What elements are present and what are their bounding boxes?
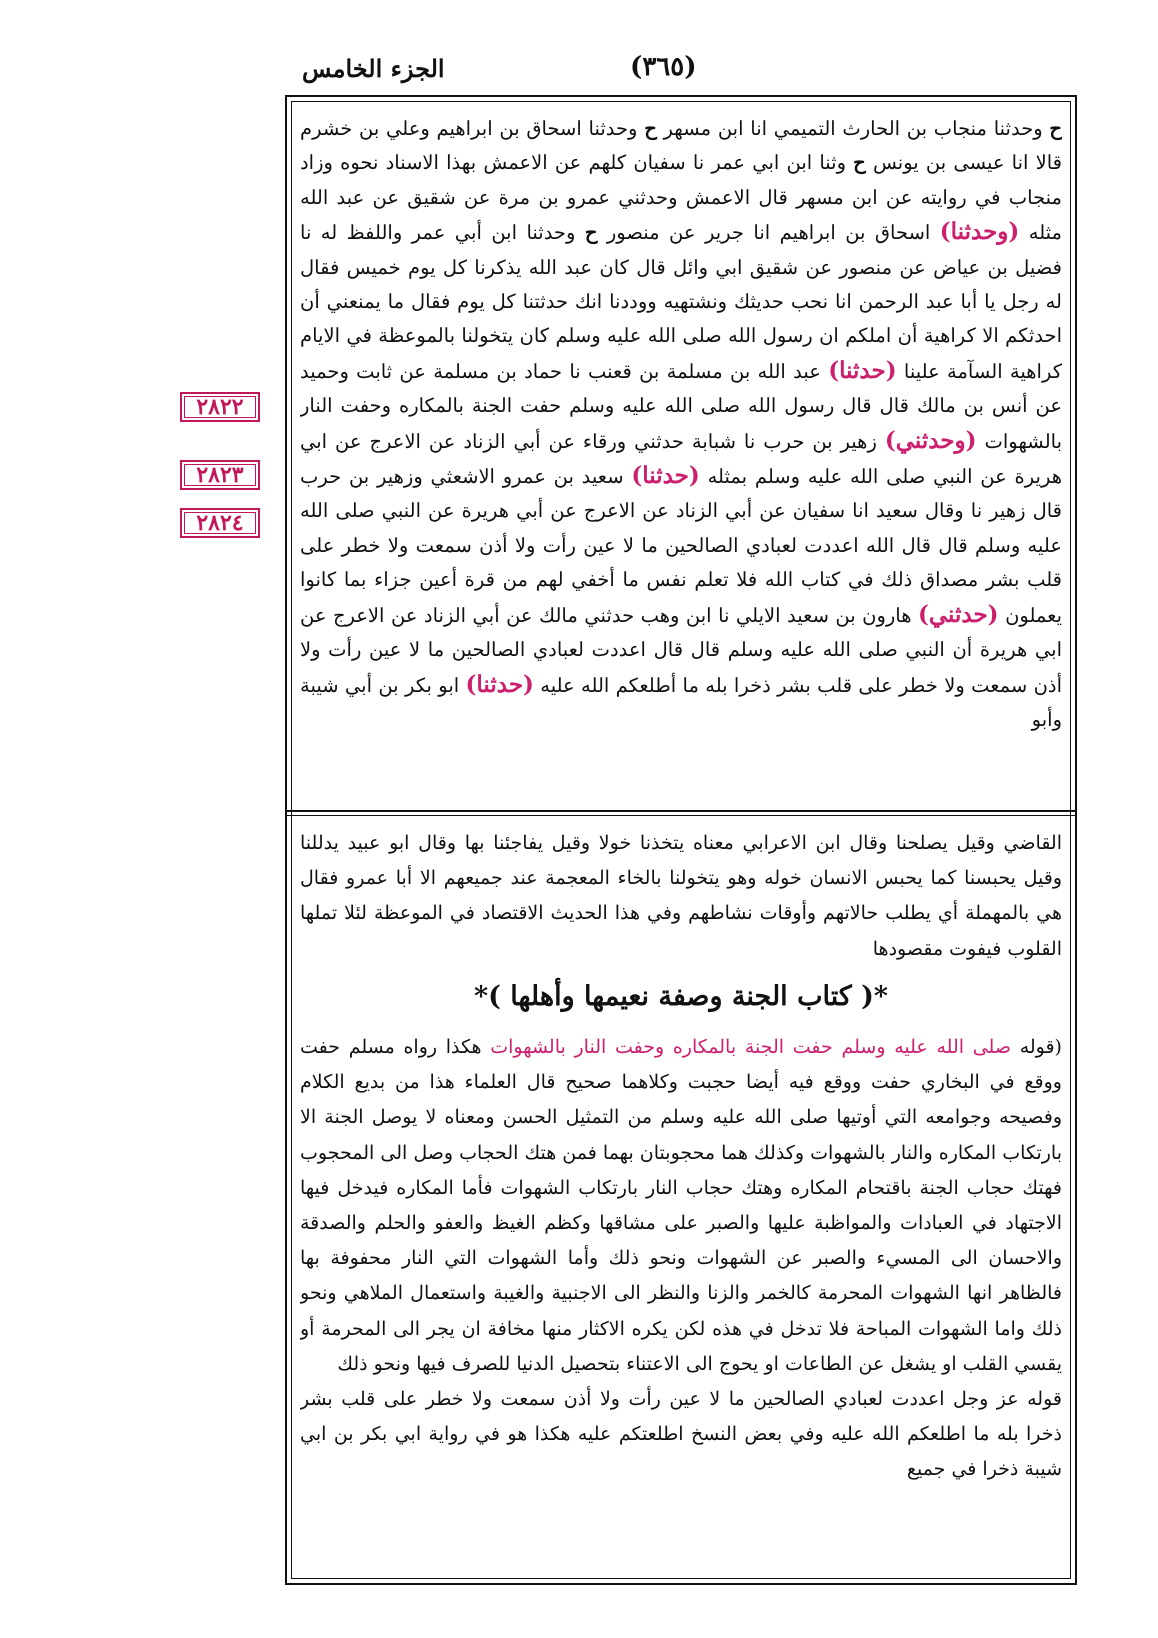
book-heading: *( كتاب الجنة وصفة نعيمها وأهلها )* bbox=[473, 980, 889, 1012]
hadith-text: زهير بن حرب نا شبابة حدثني ورقاء عن أبي الزناد عن الاعرج عن ابي هريرة عن النبي صلى الله عليه وسلم بمثله bbox=[300, 429, 1062, 489]
part-title: الجزء الخامس bbox=[302, 54, 445, 83]
commentary-text: هكذا رواه مسلم حفت ووقع في البخاري حفت ووقع فيه أيضا حجبت وكلاهما صحيح قال العلماء هذا من بديع الكلام وفصيحه وجوامعه التي أوتيها صلى الله عليه وسلم من التمثيل الحسن ومعناه لا يوصل الجنة الا بارتكاب المكاره والنار بالشهوات وكذلك هما محجوبتان بهما فمن هتك الحجاب وصل الى المحجوب فهتك حجاب الجنة باقتحام المكاره وهتك حجاب النار بارتكاب الشهوات فأما المكاره فيدخل فيها الاجتهاد في العبادات والمواظبة عليها والصبر على مشاقها وكظم الغيظ والعفو والحلم والصدقة والاحسان الى المسيء والصبر عن الشهوات ونحو ذلك وأما الشهوات التي النار محفوفة بها فالظاهر انها الشهوات المحرمة كالخمر والزنا والنظر الى الاجنبية والغيبة واستعمال الملاهي ونحو ذلك واما الشهوات المباحة فلا تدخل في هذه لكن يكره الاكثار منها مخافة ان يجر الى المحرمة أو يقسي القلب او يشغل عن الطاعات او يحوج الى الاعتناء بتحصيل الدنيا للصرف فيها ونحو ذلك bbox=[300, 1036, 1062, 1375]
tahwil-marker: ح bbox=[644, 117, 657, 140]
hadith-text: وحدثنا اسحاق بن ابراهيم وعلي بن خشرم قالا انا عيسى بن يونس bbox=[300, 117, 1062, 175]
tahdith-marker: (حدثنا) bbox=[631, 462, 700, 490]
tahdith-marker: (وحدثنا) bbox=[939, 218, 1020, 246]
tahwil-marker: ح bbox=[1049, 117, 1062, 140]
hadith-text: هارون بن سعيد الايلي نا ابن وهب حدثني مالك عن أبي الزناد عن الاعرج عن ابي هريرة أن النبي صلى الله عليه وسلم قال قال اعددت لعبادي الصالحين ما لا عين رأت ولا أذن سمعت ولا خطر على قلب بشر ذخرا بله ما أطلعكم الله عليه bbox=[300, 603, 1062, 697]
hadith-text: وثنا ابن ابي عمر نا سفيان كلهم عن الاعمش بهذا الاسناد نحوه وزاد منجاب في روايته عن ابن مسهر قال الاعمش وحدثني عمرو بن مرة عن شقيق عن عبد الله مثله bbox=[300, 151, 1062, 245]
hadith-paragraph bbox=[300, 112, 1062, 737]
hadith-text: سعيد بن عمرو الاشعثي وزهير بن حرب قال زهير نا وقال سعيد انا سفيان عن أبي الزناد عن الاعرج عن أبي هريرة عن النبي صلى الله عليه وسلم قال قال الله اعددت لعبادي الصالحين ما لا عين رأت ولا أذن سمعت ولا خطر على قلب بشر مصداق ذلك في كتاب الله فلا تعلم نفس ما أخفي لهم من قرة أعين جزاء بما كانوا يعملون bbox=[300, 465, 1062, 627]
hadith-number-2823: ٢٨٢٣ bbox=[180, 460, 260, 490]
tahwil-marker: ح bbox=[584, 221, 598, 245]
tahdith-marker: (حدثني) bbox=[918, 600, 999, 628]
commentary-paragraph bbox=[300, 1030, 1062, 1382]
hadith-text-block bbox=[300, 112, 1062, 802]
hadith-number-2824: ٢٨٢٤ bbox=[180, 508, 260, 538]
commentary-paragraph: القاضي وقيل يصلحنا وقال ابن الاعرابي معناه يتخذنا خولا وقيل يفاجئنا بها وقال ابو عبيد يدللنا وقيل يحبسنا كما يحبس الانسان خوله وهو يتخولنا بالخاء المعجمة عند جميعهم الا أبا عمرو فقال هي بالمهملة أي يطلب حالاتهم وأوقات نشاطهم وفي هذا الحديث الاقتصاد في الموعظة لئلا تملها القلوب فيفوت مقصودها bbox=[300, 832, 1062, 960]
page-number: (٣٦٥) bbox=[630, 52, 697, 82]
hadith-text: وحدثنا منجاب بن الحارث التميمي انا ابن مسهر bbox=[663, 117, 1043, 140]
hadith-text: ابو بكر بن أبي شيبة وأبو bbox=[300, 673, 1062, 731]
commentary-block bbox=[300, 826, 1062, 1571]
section-divider bbox=[285, 810, 1077, 816]
tahwil-marker: ح bbox=[853, 151, 866, 175]
hadith-number-2822: ٢٨٢٢ bbox=[180, 392, 260, 422]
commentary-text: (قوله bbox=[1019, 1036, 1062, 1059]
hadith-text: عبد الله بن مسلمة بن قعنب نا حماد بن مسلمة عن ثابت وحميد عن أنس بن مالك قال قال رسول الله صلى الله عليه وسلم حفت الجنة بالمكاره وحفت النار بالشهوات bbox=[300, 359, 1062, 453]
tahdith-marker: (حدثنا) bbox=[465, 670, 534, 698]
commentary-paragraph: قوله عز وجل اعددت لعبادي الصالحين ما لا عين رأت ولا أذن سمعت ولا خطر على قلب بشر ذخرا بله ما اطلعكم الله عليه وفي بعض النسخ اطلعتكم عليه هكذا هو في رواية ابي بكر بن ابي شيبة ذخرا في جميع bbox=[300, 1388, 1062, 1481]
hadith-text: اسحاق بن ابراهيم انا جرير عن منصور bbox=[606, 221, 931, 245]
commentary-lemma: صلى الله عليه وسلم حفت الجنة بالمكاره وحفت النار بالشهوات bbox=[490, 1036, 1011, 1059]
hadith-text: وحدثنا ابن أبي عمر واللفظ له نا فضيل بن عياض عن منصور عن شقيق ابي وائل قال كان عبد الله يذكرنا كل يوم خميس فقال له رجل يا أبا عبد الرحمن انا نحب حديثك ونشتهيه ووددنا انك حدثتنا كل يوم فقال ما يمنعني أن احدثكم الا كراهية أن املكم ان رسول الله صلى الله عليه وسلم كان يتخولنا بالموعظة في الايام كراهية السآمة علينا bbox=[300, 221, 1062, 383]
tahdith-marker: (وحدثني) bbox=[884, 426, 977, 454]
tahdith-marker: (حدثنا) bbox=[828, 356, 897, 384]
